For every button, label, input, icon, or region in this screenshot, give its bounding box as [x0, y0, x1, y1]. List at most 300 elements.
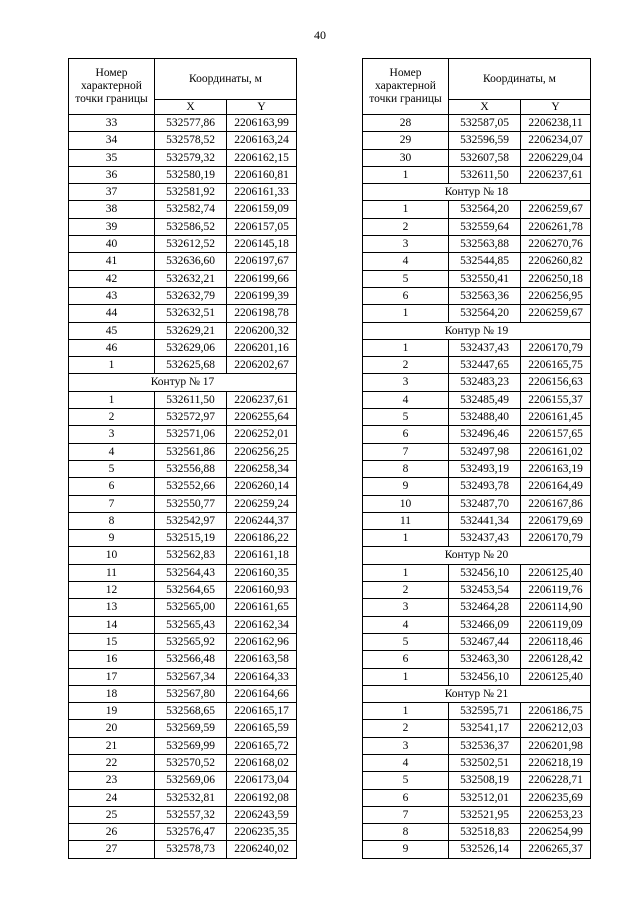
table-row	[363, 409, 591, 426]
table-row	[69, 564, 297, 581]
y-coordinate-cell: 2206155,37	[521, 391, 591, 408]
table-row	[69, 218, 297, 235]
point-number-cell: 4	[363, 391, 449, 408]
point-number-cell: 7	[363, 443, 449, 460]
x-coordinate-cell: 532518,83	[449, 824, 521, 841]
y-coordinate-cell: 2206243,59	[227, 806, 297, 823]
point-number-cell: 45	[69, 322, 155, 339]
y-coordinate-cell: 2206238,11	[521, 115, 591, 132]
table-row	[69, 530, 297, 547]
table-row	[69, 651, 297, 668]
point-number-cell: 5	[363, 409, 449, 426]
table-row	[69, 478, 297, 495]
table-row	[363, 616, 591, 633]
coordinates-table-left	[68, 58, 297, 859]
table-row	[69, 772, 297, 789]
table-row	[363, 270, 591, 287]
header-point-number: Номер характерной точки границы	[363, 59, 449, 115]
x-coordinate-cell: 532441,34	[449, 512, 521, 529]
point-number-cell: 13	[69, 599, 155, 616]
table-row	[69, 339, 297, 356]
table-row	[69, 668, 297, 685]
table-row	[69, 512, 297, 529]
x-coordinate-cell: 532607,58	[449, 149, 521, 166]
table-row	[363, 633, 591, 650]
point-number-cell: 3	[363, 236, 449, 253]
x-coordinate-cell: 532437,43	[449, 339, 521, 356]
table-row	[69, 720, 297, 737]
x-coordinate-cell: 532536,37	[449, 737, 521, 754]
x-coordinate-cell: 532611,50	[155, 391, 227, 408]
point-number-cell: 42	[69, 270, 155, 287]
table-row	[363, 357, 591, 374]
x-coordinate-cell: 532612,52	[155, 236, 227, 253]
y-coordinate-cell: 2206212,03	[521, 720, 591, 737]
y-coordinate-cell: 2206179,69	[521, 512, 591, 529]
y-coordinate-cell: 2206119,76	[521, 582, 591, 599]
table-row	[363, 789, 591, 806]
contour-row	[363, 685, 591, 702]
point-number-cell: 1	[363, 564, 449, 581]
table-row	[69, 201, 297, 218]
table-row	[69, 287, 297, 304]
point-number-cell: 6	[69, 478, 155, 495]
table-row	[363, 132, 591, 149]
contour-label: Контур № 20	[363, 547, 591, 564]
header-x: X	[449, 100, 521, 115]
table-row	[69, 391, 297, 408]
contour-row	[363, 547, 591, 564]
table-row	[69, 409, 297, 426]
y-coordinate-cell: 2206162,34	[227, 616, 297, 633]
x-coordinate-cell: 532596,59	[449, 132, 521, 149]
y-coordinate-cell: 2206199,66	[227, 270, 297, 287]
x-coordinate-cell: 532632,79	[155, 287, 227, 304]
table-row	[363, 305, 591, 322]
point-number-cell: 3	[363, 737, 449, 754]
table-row	[363, 582, 591, 599]
point-number-cell: 15	[69, 633, 155, 650]
point-number-cell: 26	[69, 824, 155, 841]
y-coordinate-cell: 2206161,65	[227, 599, 297, 616]
table-row	[363, 218, 591, 235]
table-row	[69, 357, 297, 374]
y-coordinate-cell: 2206145,18	[227, 236, 297, 253]
x-coordinate-cell: 532572,97	[155, 409, 227, 426]
x-coordinate-cell: 532562,83	[155, 547, 227, 564]
point-number-cell: 5	[363, 772, 449, 789]
y-coordinate-cell: 2206157,05	[227, 218, 297, 235]
y-coordinate-cell: 2206168,02	[227, 754, 297, 771]
x-coordinate-cell: 532567,34	[155, 668, 227, 685]
table-row	[363, 201, 591, 218]
point-number-cell: 8	[69, 512, 155, 529]
table-row	[69, 789, 297, 806]
point-number-cell: 2	[363, 720, 449, 737]
point-number-cell: 5	[69, 460, 155, 477]
table-row	[69, 166, 297, 183]
table-row	[69, 754, 297, 771]
table-row	[69, 633, 297, 650]
x-coordinate-cell: 532611,50	[449, 166, 521, 183]
point-number-cell: 33	[69, 115, 155, 132]
x-coordinate-cell: 532568,65	[155, 703, 227, 720]
header-y: Y	[227, 100, 297, 115]
y-coordinate-cell: 2206250,18	[521, 270, 591, 287]
y-coordinate-cell: 2206265,37	[521, 841, 591, 858]
x-coordinate-cell: 532632,51	[155, 305, 227, 322]
x-coordinate-cell: 532629,06	[155, 339, 227, 356]
point-number-cell: 7	[363, 806, 449, 823]
table-row	[69, 270, 297, 287]
point-number-cell: 37	[69, 184, 155, 201]
page-number: 40	[314, 28, 326, 42]
x-coordinate-cell: 532521,95	[449, 806, 521, 823]
point-number-cell: 7	[69, 495, 155, 512]
table-row	[69, 495, 297, 512]
point-number-cell: 1	[69, 391, 155, 408]
table-row	[69, 806, 297, 823]
x-coordinate-cell: 532466,09	[449, 616, 521, 633]
point-number-cell: 2	[363, 357, 449, 374]
table-row	[69, 305, 297, 322]
contour-label: Контур № 19	[363, 322, 591, 339]
table-row	[363, 668, 591, 685]
y-coordinate-cell: 2206202,67	[227, 357, 297, 374]
point-number-cell: 1	[363, 668, 449, 685]
x-coordinate-cell: 532483,23	[449, 374, 521, 391]
point-number-cell: 18	[69, 685, 155, 702]
header-x: X	[155, 100, 227, 115]
x-coordinate-cell: 532563,88	[449, 236, 521, 253]
x-coordinate-cell: 532493,78	[449, 478, 521, 495]
point-number-cell: 2	[69, 409, 155, 426]
point-number-cell: 39	[69, 218, 155, 235]
x-coordinate-cell: 532566,48	[155, 651, 227, 668]
point-number-cell: 24	[69, 789, 155, 806]
header-coordinates: Координаты, м	[449, 59, 591, 100]
table-row	[363, 806, 591, 823]
point-number-cell: 6	[363, 651, 449, 668]
y-coordinate-cell: 2206228,71	[521, 772, 591, 789]
table-row	[363, 824, 591, 841]
coordinates-table-right	[362, 58, 591, 859]
point-number-cell: 4	[363, 253, 449, 270]
y-coordinate-cell: 2206164,66	[227, 685, 297, 702]
x-coordinate-cell: 532571,06	[155, 426, 227, 443]
x-coordinate-cell: 532456,10	[449, 668, 521, 685]
point-number-cell: 36	[69, 166, 155, 183]
point-number-cell: 25	[69, 806, 155, 823]
point-number-cell: 11	[69, 564, 155, 581]
x-coordinate-cell: 532570,52	[155, 754, 227, 771]
header-y: Y	[521, 100, 591, 115]
x-coordinate-cell: 532453,54	[449, 582, 521, 599]
y-coordinate-cell: 2206165,17	[227, 703, 297, 720]
table-row	[69, 443, 297, 460]
x-coordinate-cell: 532467,44	[449, 633, 521, 650]
x-coordinate-cell: 532544,85	[449, 253, 521, 270]
contour-row	[363, 322, 591, 339]
point-number-cell: 43	[69, 287, 155, 304]
y-coordinate-cell: 2206256,95	[521, 287, 591, 304]
header-coordinates: Координаты, м	[155, 59, 297, 100]
x-coordinate-cell: 532565,92	[155, 633, 227, 650]
table-row	[363, 772, 591, 789]
y-coordinate-cell: 2206162,96	[227, 633, 297, 650]
y-coordinate-cell: 2206198,78	[227, 305, 297, 322]
table-row	[363, 339, 591, 356]
table-row	[363, 478, 591, 495]
x-coordinate-cell: 532557,32	[155, 806, 227, 823]
point-number-cell: 9	[363, 478, 449, 495]
contour-row	[363, 184, 591, 201]
y-coordinate-cell: 2206119,09	[521, 616, 591, 633]
table-row	[69, 616, 297, 633]
table-row	[69, 132, 297, 149]
table-row	[69, 253, 297, 270]
x-coordinate-cell: 532437,43	[449, 530, 521, 547]
y-coordinate-cell: 2206192,08	[227, 789, 297, 806]
point-number-cell: 5	[363, 633, 449, 650]
y-coordinate-cell: 2206161,02	[521, 443, 591, 460]
x-coordinate-cell: 532586,52	[155, 218, 227, 235]
x-coordinate-cell: 532532,81	[155, 789, 227, 806]
point-number-cell: 9	[69, 530, 155, 547]
point-number-cell: 6	[363, 789, 449, 806]
y-coordinate-cell: 2206125,40	[521, 564, 591, 581]
y-coordinate-cell: 2206218,19	[521, 754, 591, 771]
point-number-cell: 40	[69, 236, 155, 253]
x-coordinate-cell: 532567,80	[155, 685, 227, 702]
x-coordinate-cell: 532496,46	[449, 426, 521, 443]
y-coordinate-cell: 2206260,82	[521, 253, 591, 270]
y-coordinate-cell: 2206186,22	[227, 530, 297, 547]
point-number-cell: 1	[363, 530, 449, 547]
y-coordinate-cell: 2206159,09	[227, 201, 297, 218]
table-row	[363, 391, 591, 408]
point-number-cell: 35	[69, 149, 155, 166]
table-row	[363, 651, 591, 668]
table-row	[69, 322, 297, 339]
point-number-cell: 29	[363, 132, 449, 149]
y-coordinate-cell: 2206255,64	[227, 409, 297, 426]
x-coordinate-cell: 532625,68	[155, 357, 227, 374]
y-coordinate-cell: 2206170,79	[521, 339, 591, 356]
x-coordinate-cell: 532559,64	[449, 218, 521, 235]
x-coordinate-cell: 532569,99	[155, 737, 227, 754]
x-coordinate-cell: 532564,20	[449, 201, 521, 218]
table-row	[363, 287, 591, 304]
table-row	[363, 443, 591, 460]
y-coordinate-cell: 2206197,67	[227, 253, 297, 270]
y-coordinate-cell: 2206237,61	[521, 166, 591, 183]
table-row	[69, 460, 297, 477]
point-number-cell: 22	[69, 754, 155, 771]
y-coordinate-cell: 2206270,76	[521, 236, 591, 253]
point-number-cell: 2	[363, 218, 449, 235]
y-coordinate-cell: 2206156,63	[521, 374, 591, 391]
contour-label: Контур № 21	[363, 685, 591, 702]
y-coordinate-cell: 2206234,07	[521, 132, 591, 149]
x-coordinate-cell: 532632,21	[155, 270, 227, 287]
point-number-cell: 12	[69, 582, 155, 599]
x-coordinate-cell: 532569,06	[155, 772, 227, 789]
y-coordinate-cell: 2206259,67	[521, 305, 591, 322]
table-row	[69, 599, 297, 616]
table-row	[363, 253, 591, 270]
point-number-cell: 34	[69, 132, 155, 149]
table-row	[363, 564, 591, 581]
point-number-cell: 9	[363, 841, 449, 858]
point-number-cell: 1	[363, 166, 449, 183]
y-coordinate-cell: 2206256,25	[227, 443, 297, 460]
header-point-number: Номер характерной точки границы	[69, 59, 155, 115]
point-number-cell: 4	[69, 443, 155, 460]
table-row	[363, 530, 591, 547]
y-coordinate-cell: 2206254,99	[521, 824, 591, 841]
point-number-cell: 11	[363, 512, 449, 529]
x-coordinate-cell: 532515,19	[155, 530, 227, 547]
x-coordinate-cell: 532464,28	[449, 599, 521, 616]
y-coordinate-cell: 2206165,59	[227, 720, 297, 737]
y-coordinate-cell: 2206170,79	[521, 530, 591, 547]
point-number-cell: 1	[363, 305, 449, 322]
point-number-cell: 38	[69, 201, 155, 218]
point-number-cell: 10	[363, 495, 449, 512]
y-coordinate-cell: 2206165,75	[521, 357, 591, 374]
x-coordinate-cell: 532497,98	[449, 443, 521, 460]
table-row	[69, 824, 297, 841]
y-coordinate-cell: 2206200,32	[227, 322, 297, 339]
x-coordinate-cell: 532636,60	[155, 253, 227, 270]
y-coordinate-cell: 2206118,46	[521, 633, 591, 650]
y-coordinate-cell: 2206201,98	[521, 737, 591, 754]
point-number-cell: 3	[363, 374, 449, 391]
y-coordinate-cell: 2206162,15	[227, 149, 297, 166]
contour-label: Контур № 18	[363, 184, 591, 201]
y-coordinate-cell: 2206165,72	[227, 737, 297, 754]
point-number-cell: 19	[69, 703, 155, 720]
x-coordinate-cell: 532576,47	[155, 824, 227, 841]
table-row	[363, 703, 591, 720]
point-number-cell: 6	[363, 426, 449, 443]
x-coordinate-cell: 532595,71	[449, 703, 521, 720]
table-row	[363, 236, 591, 253]
y-coordinate-cell: 2206164,33	[227, 668, 297, 685]
point-number-cell: 28	[363, 115, 449, 132]
y-coordinate-cell: 2206157,65	[521, 426, 591, 443]
x-coordinate-cell: 532563,36	[449, 287, 521, 304]
x-coordinate-cell: 532541,17	[449, 720, 521, 737]
x-coordinate-cell: 532550,77	[155, 495, 227, 512]
y-coordinate-cell: 2206163,24	[227, 132, 297, 149]
x-coordinate-cell: 532564,65	[155, 582, 227, 599]
point-number-cell: 41	[69, 253, 155, 270]
x-coordinate-cell: 532456,10	[449, 564, 521, 581]
x-coordinate-cell: 532578,73	[155, 841, 227, 858]
table-row	[69, 685, 297, 702]
table-row	[69, 426, 297, 443]
x-coordinate-cell: 532565,43	[155, 616, 227, 633]
y-coordinate-cell: 2206199,39	[227, 287, 297, 304]
y-coordinate-cell: 2206186,75	[521, 703, 591, 720]
point-number-cell: 8	[363, 824, 449, 841]
x-coordinate-cell: 532556,88	[155, 460, 227, 477]
x-coordinate-cell: 532508,19	[449, 772, 521, 789]
table-row	[69, 236, 297, 253]
y-coordinate-cell: 2206161,45	[521, 409, 591, 426]
point-number-cell: 1	[363, 201, 449, 218]
x-coordinate-cell: 532512,01	[449, 789, 521, 806]
point-number-cell: 5	[363, 270, 449, 287]
table-row	[69, 582, 297, 599]
table-row	[363, 460, 591, 477]
point-number-cell: 1	[69, 357, 155, 374]
x-coordinate-cell: 532502,51	[449, 754, 521, 771]
y-coordinate-cell: 2206240,02	[227, 841, 297, 858]
y-coordinate-cell: 2206237,61	[227, 391, 297, 408]
table-row	[363, 166, 591, 183]
x-coordinate-cell: 532581,92	[155, 184, 227, 201]
y-coordinate-cell: 2206259,24	[227, 495, 297, 512]
point-number-cell: 21	[69, 737, 155, 754]
table-row	[69, 149, 297, 166]
point-number-cell: 23	[69, 772, 155, 789]
x-coordinate-cell: 532493,19	[449, 460, 521, 477]
y-coordinate-cell: 2206259,67	[521, 201, 591, 218]
point-number-cell: 27	[69, 841, 155, 858]
x-coordinate-cell: 532580,19	[155, 166, 227, 183]
x-coordinate-cell: 532582,74	[155, 201, 227, 218]
x-coordinate-cell: 532569,59	[155, 720, 227, 737]
point-number-cell: 44	[69, 305, 155, 322]
x-coordinate-cell: 532578,52	[155, 132, 227, 149]
point-number-cell: 6	[363, 287, 449, 304]
point-number-cell: 46	[69, 339, 155, 356]
x-coordinate-cell: 532487,70	[449, 495, 521, 512]
table-row	[363, 841, 591, 858]
table-row	[363, 426, 591, 443]
point-number-cell: 2	[363, 582, 449, 599]
x-coordinate-cell: 532587,05	[449, 115, 521, 132]
y-coordinate-cell: 2206160,93	[227, 582, 297, 599]
y-coordinate-cell: 2206235,69	[521, 789, 591, 806]
point-number-cell: 4	[363, 616, 449, 633]
y-coordinate-cell: 2206161,18	[227, 547, 297, 564]
x-coordinate-cell: 532552,66	[155, 478, 227, 495]
table-row	[363, 115, 591, 132]
x-coordinate-cell: 532564,43	[155, 564, 227, 581]
y-coordinate-cell: 2206163,19	[521, 460, 591, 477]
contour-label: Контур № 17	[69, 374, 297, 391]
x-coordinate-cell: 532447,65	[449, 357, 521, 374]
table-row	[363, 599, 591, 616]
y-coordinate-cell: 2206163,99	[227, 115, 297, 132]
x-coordinate-cell: 532565,00	[155, 599, 227, 616]
y-coordinate-cell: 2206164,49	[521, 478, 591, 495]
y-coordinate-cell: 2206161,33	[227, 184, 297, 201]
x-coordinate-cell: 532561,86	[155, 443, 227, 460]
y-coordinate-cell: 2206253,23	[521, 806, 591, 823]
table-row	[69, 115, 297, 132]
y-coordinate-cell: 2206261,78	[521, 218, 591, 235]
point-number-cell: 3	[69, 426, 155, 443]
point-number-cell: 20	[69, 720, 155, 737]
x-coordinate-cell: 532542,97	[155, 512, 227, 529]
point-number-cell: 10	[69, 547, 155, 564]
point-number-cell: 3	[363, 599, 449, 616]
